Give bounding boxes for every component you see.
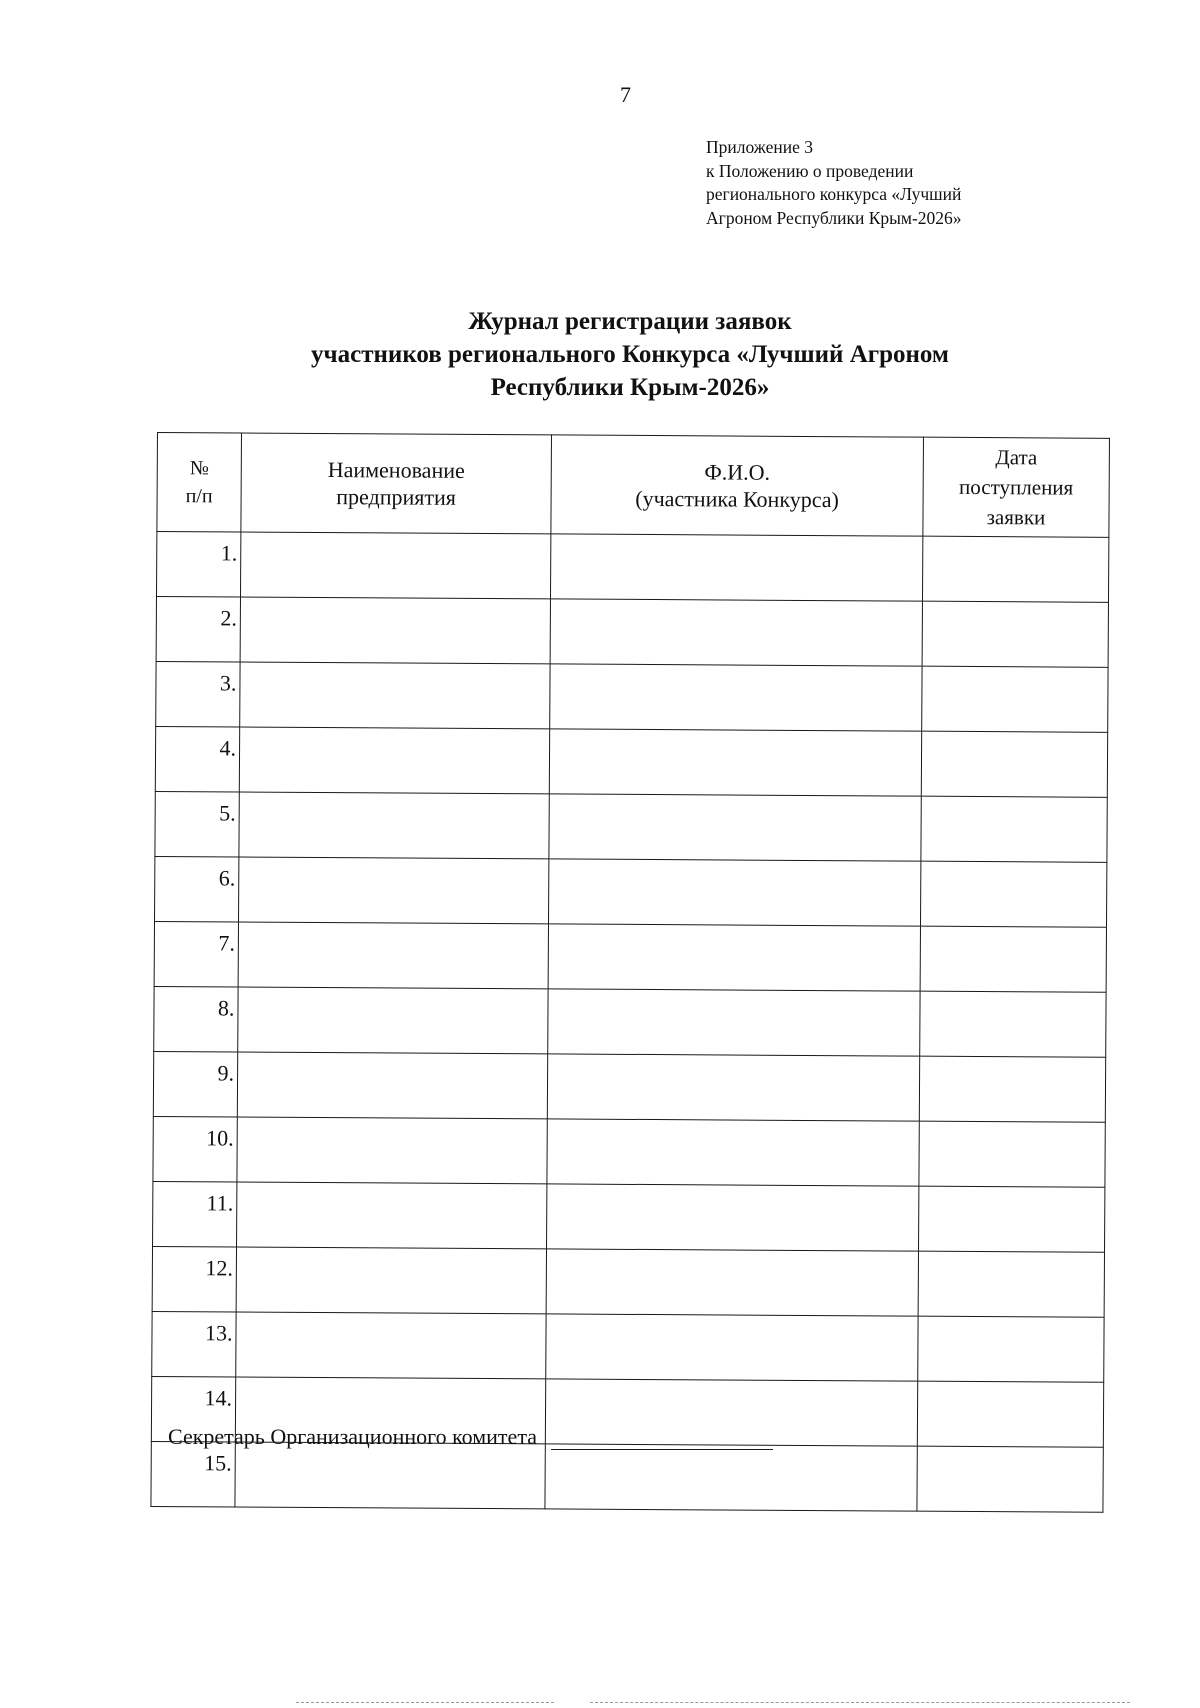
table-row xyxy=(155,791,1107,862)
company-cell[interactable] xyxy=(236,1312,546,1379)
company-cell[interactable] xyxy=(238,987,548,1054)
row-number-cell: 15. xyxy=(151,1441,235,1507)
full-name-cell[interactable] xyxy=(549,794,921,861)
table-row xyxy=(151,1441,1103,1512)
full-name-cell[interactable] xyxy=(548,924,920,991)
date-cell[interactable] xyxy=(922,601,1108,667)
full-name-cell[interactable] xyxy=(546,1314,918,1381)
table-row xyxy=(154,921,1106,992)
date-cell[interactable] xyxy=(922,536,1108,602)
footer-rule xyxy=(296,1702,554,1703)
footer-rule xyxy=(590,1702,1130,1703)
table-row xyxy=(156,532,1108,603)
full-name-cell[interactable] xyxy=(547,1184,919,1251)
company-cell[interactable] xyxy=(237,1052,547,1119)
table-row xyxy=(155,726,1107,797)
date-cell[interactable] xyxy=(921,731,1107,797)
row-number-cell: 13. xyxy=(152,1311,236,1377)
row-number-cell: 9. xyxy=(153,1051,237,1117)
header-full-name: Ф.И.О. (участника Конкурса) xyxy=(551,435,924,536)
appendix-line: Приложение 3 xyxy=(706,137,814,157)
full-name-cell[interactable] xyxy=(547,1054,919,1121)
company-cell[interactable] xyxy=(239,792,549,859)
table-row xyxy=(153,1116,1105,1187)
signature-block xyxy=(168,1424,773,1450)
company-cell[interactable] xyxy=(239,857,549,924)
appendix-line: регионального конкурса «Лучший xyxy=(706,184,962,204)
full-name-cell[interactable] xyxy=(549,729,921,796)
date-cell[interactable] xyxy=(919,1186,1105,1252)
page-number: 7 xyxy=(620,82,631,107)
date-cell[interactable] xyxy=(920,861,1106,927)
table-row xyxy=(153,1051,1105,1122)
table-row xyxy=(153,1181,1105,1252)
company-cell[interactable] xyxy=(238,922,548,989)
registration-table xyxy=(150,432,1110,1513)
full-name-cell[interactable] xyxy=(549,859,921,926)
company-cell[interactable] xyxy=(237,1182,547,1249)
company-cell[interactable] xyxy=(240,597,550,664)
date-cell[interactable] xyxy=(917,1446,1103,1512)
full-name-cell[interactable] xyxy=(550,599,922,666)
company-cell[interactable] xyxy=(235,1442,545,1509)
date-cell[interactable] xyxy=(920,991,1106,1057)
date-cell[interactable] xyxy=(922,666,1108,732)
full-name-cell[interactable] xyxy=(550,664,922,731)
row-number-cell: 3. xyxy=(156,661,240,727)
company-cell[interactable] xyxy=(236,1247,546,1314)
signature-label: Секретарь Организационного комитета xyxy=(168,1424,537,1449)
date-cell[interactable] xyxy=(917,1381,1103,1447)
company-cell[interactable] xyxy=(239,727,549,794)
title-line: Республики Крым-2026» xyxy=(490,374,770,401)
title-line: участников регионального Конкурса «Лучший Агроном xyxy=(311,341,949,368)
table-body xyxy=(151,532,1109,1513)
full-name-cell[interactable] xyxy=(546,1249,918,1316)
row-number-cell: 5. xyxy=(155,791,239,857)
company-cell[interactable] xyxy=(237,1117,547,1184)
table-header-row xyxy=(157,433,1110,538)
full-name-cell[interactable] xyxy=(548,989,920,1056)
table-row xyxy=(152,1246,1104,1317)
date-cell[interactable] xyxy=(919,1121,1105,1187)
row-number-cell: 1. xyxy=(156,532,240,598)
row-number-cell: 7. xyxy=(154,921,238,987)
document-title xyxy=(0,305,1200,404)
row-number-cell: 2. xyxy=(156,597,240,663)
row-number-cell: 6. xyxy=(155,856,239,922)
date-cell[interactable] xyxy=(921,796,1107,862)
signature-line xyxy=(551,1429,773,1450)
company-cell[interactable] xyxy=(240,532,550,599)
row-number-cell: 11. xyxy=(153,1181,237,1247)
header-company: Наименование предприятия xyxy=(241,433,552,534)
table-row xyxy=(152,1311,1104,1382)
table-row xyxy=(156,661,1108,732)
appendix-note xyxy=(706,136,962,230)
title-line: Журнал регистрации заявок xyxy=(468,308,792,335)
appendix-line: Агроном Республики Крым-2026» xyxy=(706,207,962,228)
date-cell[interactable] xyxy=(920,926,1106,992)
full-name-cell[interactable] xyxy=(547,1119,919,1186)
date-cell[interactable] xyxy=(918,1316,1104,1382)
row-number-cell: 8. xyxy=(154,986,238,1052)
full-name-cell[interactable] xyxy=(545,1444,917,1511)
table-row xyxy=(154,986,1106,1057)
header-date: Дата поступления заявки xyxy=(923,437,1110,537)
row-number-cell: 4. xyxy=(155,726,239,792)
full-name-cell[interactable] xyxy=(550,534,922,601)
row-number-cell: 10. xyxy=(153,1116,237,1182)
table-row xyxy=(156,597,1108,668)
row-number-cell: 12. xyxy=(152,1246,236,1312)
date-cell[interactable] xyxy=(918,1251,1104,1317)
company-cell[interactable] xyxy=(240,662,550,729)
header-number: № п/п xyxy=(157,433,242,533)
row-number-cell: 14. xyxy=(151,1376,235,1442)
table-row xyxy=(155,856,1107,927)
appendix-line: к Положению о проведении xyxy=(706,160,914,181)
date-cell[interactable] xyxy=(919,1056,1105,1122)
